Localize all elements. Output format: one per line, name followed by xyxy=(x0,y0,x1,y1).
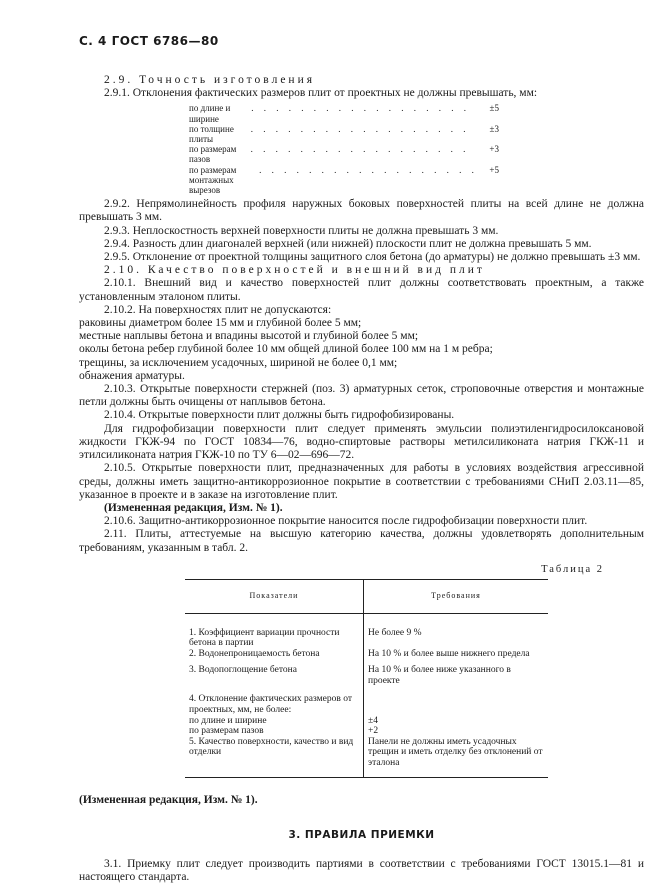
table-cell-indicator: 5. Качество поверхности, качество и вид отделки xyxy=(185,737,364,777)
table-row xyxy=(185,726,548,737)
section-2-9-title: 2.9. Точность изготовления xyxy=(104,74,316,86)
defect-item: обнажения арматуры. xyxy=(79,369,185,382)
clause-2-10-6: 2.10.6. Защитно-антикоррозионное покрытие наносится после гидрофобизации поверхности плит. xyxy=(104,515,588,528)
table-cell-indicator: по размерам пазов xyxy=(185,726,364,737)
table-cell-indicator: 2. Водонепроницаемость бетона xyxy=(185,649,364,660)
tolerance-label: по размерам монтажных вырезов xyxy=(189,164,237,196)
table-row xyxy=(185,716,548,727)
tolerance-value: +3 xyxy=(489,144,499,155)
clause-2-9-3: 2.9.3. Неплоскостность верхней поверхности плиты не должна превышать 3 мм. xyxy=(104,224,499,237)
table-header-indicator: Показатели xyxy=(185,579,364,613)
table-row xyxy=(185,613,548,649)
page-header: С. 4 ГОСТ 6786—80 xyxy=(79,34,219,48)
table-cell-requirement: На 10 % и более выше нижнего предела xyxy=(368,648,530,659)
tolerance-item: по толщине плиты . . . . . . . . . . . . . . . . . . ±3 xyxy=(189,123,499,145)
table-cell-indicator: по длине и ширине xyxy=(185,716,364,727)
clause-2-11: 2.11. Плиты, аттестуемые на высшую категорию качества, должны удовлетворять дополнительным требованиям, указанным в табл. 2. xyxy=(79,528,644,554)
tolerance-list xyxy=(189,103,499,195)
defect-item: раковины диаметром более 15 мм и глубиной более 5 мм; xyxy=(79,317,362,330)
clause-2-10-1: 2.10.1. Внешний вид и качество поверхностей плит должны соответствовать проектным, а также установленным эталоном плиты. xyxy=(79,277,644,303)
table-cell-indicator: 4. Отклонение фактических размеров от проектных, мм, не более: xyxy=(185,686,364,715)
tolerance-item: по размерам монтажных вырезов . . . . . . . . . . . . . . . . . . +5 xyxy=(189,164,499,196)
clause-2-10-2: 2.10.2. На поверхностях плит не допускаются: xyxy=(104,303,332,316)
table-row xyxy=(185,659,548,686)
tolerance-item: по длине и ширине . . . . . . . . . . . . . . . . . . ±5 xyxy=(189,103,499,124)
clause-2-10-5: 2.10.5. Открытые поверхности плит, предназначенных для работы в условиях воздействия агрессивной среды, должны иметь защитно-антикоррозионное покрытие в соответствии с требованиями СНиП 2.03.11—85, указанное в проекте и в заказе на изготовление плит. xyxy=(79,462,644,501)
table-title: Таблица 2 xyxy=(541,563,604,575)
tolerance-value: ±3 xyxy=(489,123,499,134)
section-3-title: 3. ПРАВИЛА ПРИЕМКИ xyxy=(288,828,435,841)
clause-2-9-5: 2.9.5. Отклонение от проектной толщины защитного слоя бетона (до арматуры) не должно превышать ±3 мм. xyxy=(104,251,641,264)
document-body xyxy=(79,74,644,884)
tolerance-item: по размерам пазов . . . . . . . . . . . . . . . . . . +3 xyxy=(189,144,499,165)
clause-2-10-3: 2.10.3. Открытые поверхности стержней (поз. 3) арматурных сеток, строповочные отверстия и монтажные петли должны быть очищены от наплывов бетона. xyxy=(79,383,644,409)
table-cell-requirement: ±4 xyxy=(368,715,378,726)
defect-item: местные наплывы бетона и впадины высотой и глубиной более 5 мм; xyxy=(79,330,419,343)
table-cell-indicator: 3. Водопоглощение бетона xyxy=(185,659,364,686)
table-row xyxy=(185,737,548,777)
table-cell-requirement: На 10 % и более ниже указанного в проекте xyxy=(368,665,511,686)
table-cell-requirement xyxy=(364,686,549,715)
clause-2-9-4: 2.9.4. Разность длин диагоналей верхней (или нижней) плоскости плит не должна превышать 5 мм. xyxy=(104,237,592,250)
tolerance-value: +5 xyxy=(489,164,499,175)
defect-item: околы бетона ребер глубиной более 10 мм общей длиной более 100 мм на 1 м ребра; xyxy=(79,343,493,356)
section-2-10-title: 2.10. Качество поверхностей и внешний вид плит xyxy=(104,264,485,277)
table-cell-requirement: Не более 9 % xyxy=(368,627,422,638)
table-row xyxy=(185,686,548,715)
tolerance-value: ±5 xyxy=(489,103,499,114)
tolerance-label: по размерам пазов xyxy=(189,144,237,165)
table-cell-requirement: +2 xyxy=(368,726,379,737)
defect-item: трещины, за исключением усадочных, шириной не более 0,1 мм; xyxy=(79,356,398,369)
clause-2-10-4-note: Для гидрофобизации поверхности плит следует применять эмульсии полиэтиленгидросилоксановой жидкости ГКЖ-94 по ГОСТ 10834—76, водно-спиртовые растворы метилсиликоната натрия ГКЖ-11 и этилсиликоната натрия ГКЖ-10 по ТУ 6—02—696—72. xyxy=(79,422,644,462)
table-header-requirement: Требования xyxy=(364,579,549,613)
clause-3-1: 3.1. Приемку плит следует производить партиями в соответствии с требованиями ГОСТ 13015.1—81 и настоящего стандарта. xyxy=(79,858,644,884)
amendment-note: (Измененная редакция, Изм. № 1). xyxy=(104,501,283,514)
clause-2-9-2: 2.9.2. Непрямолинейность профиля наружных боковых поверхностей плиты на всей длине не должна превышать 3 мм. xyxy=(79,198,644,224)
table-row xyxy=(185,649,548,660)
clause-2-10-4: 2.10.4. Открытые поверхности плит должны быть гидрофобизированы. xyxy=(104,409,455,422)
clause-2-9-1: 2.9.1. Отклонения фактических размеров плит от проектных не должны превышать, мм: xyxy=(104,87,538,100)
tolerance-label: по толщине плиты xyxy=(189,123,234,145)
requirements-table xyxy=(185,579,548,778)
table-cell-requirement: Панели не должны иметь усадочных трещин и иметь отделку без отклонений от эталона xyxy=(364,737,549,777)
tolerance-label: по длине и ширине xyxy=(189,103,231,124)
amendment-note: (Измененная редакция, Изм. № 1). xyxy=(79,793,258,806)
table-cell-indicator: 1. Коэффициент вариации прочности бетона в партии xyxy=(185,613,364,649)
